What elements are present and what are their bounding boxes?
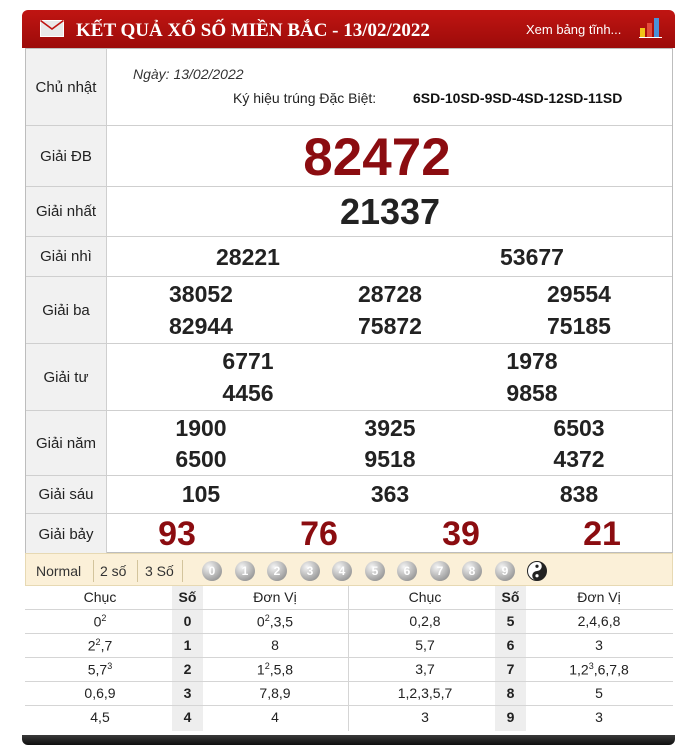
- prize-row-7: [26, 514, 672, 554]
- loto-so: 0: [183, 613, 192, 629]
- prize-number: 39: [442, 515, 480, 553]
- results-table: [25, 48, 673, 553]
- divider: [93, 560, 94, 582]
- loto-chuc: 0,6,9: [84, 685, 116, 701]
- loto-donvi: 3: [595, 637, 603, 653]
- prize-number: 105: [181, 481, 221, 507]
- prize-number: 6503: [553, 415, 605, 441]
- prize-number: 1900: [175, 415, 227, 441]
- page-title: KẾT QUẢ XỔ SỐ MIỀN BẮC - 13/02/2022: [76, 20, 430, 41]
- prize-number: 28728: [358, 281, 422, 307]
- col-header-so: Số: [501, 589, 520, 605]
- prize-number: 4372: [553, 446, 605, 472]
- prize-number: 82944: [169, 313, 233, 339]
- mode-normal-button[interactable]: Normal: [36, 563, 82, 579]
- prize-number: 75185: [547, 313, 611, 339]
- prize-number: 838: [559, 481, 599, 507]
- prize-label: Giải ba: [26, 277, 107, 343]
- col-header-chuc: Chục: [83, 589, 117, 605]
- digit-ball-2[interactable]: 2: [267, 561, 287, 581]
- prize-number-special: 82472: [303, 128, 451, 187]
- prize-label: Giải nhất: [26, 187, 107, 236]
- divider: [348, 586, 349, 731]
- loto-donvi: 5: [595, 685, 603, 701]
- loto-chuc: $2^2,7$: [87, 637, 113, 654]
- digit-ball-3[interactable]: 3: [300, 561, 320, 581]
- loto-donvi: $0^2,3,5$: [256, 613, 294, 630]
- loto-donvi: 3: [595, 709, 603, 725]
- loto-so: 4: [183, 709, 192, 725]
- envelope-icon: [40, 20, 64, 37]
- loto-chuc: 0,2,8: [409, 613, 441, 629]
- prize-number: 9858: [506, 380, 558, 406]
- prize-row-4: [26, 344, 672, 411]
- loto-chuc: 1,2,3,5,7: [397, 685, 453, 701]
- prize-number: 21337: [339, 191, 441, 232]
- digit-ball-1[interactable]: 1: [235, 561, 255, 581]
- loto-so: 9: [506, 709, 515, 725]
- prize-number: 76: [300, 515, 338, 553]
- prize-label: Giải năm: [26, 411, 107, 475]
- divider: [25, 705, 673, 706]
- divider: [25, 633, 673, 634]
- prize-number: 29554: [547, 281, 611, 307]
- prize-row-db: [26, 126, 672, 187]
- prize-row-2: [26, 237, 672, 277]
- prize-label: Giải nhì: [26, 237, 107, 276]
- col-header-donvi: Đơn Vị: [577, 589, 621, 605]
- prize-number: 4456: [222, 380, 274, 406]
- digit-ball-8[interactable]: 8: [462, 561, 482, 581]
- special-code: 6SD-10SD-9SD-4SD-12SD-11SD: [413, 90, 623, 106]
- divider: [25, 681, 673, 682]
- day-label: Chủ nhật: [26, 49, 107, 125]
- prize-number: 6500: [175, 446, 227, 472]
- prize-label: Giải ĐB: [26, 126, 107, 186]
- prize-row-6: [26, 476, 672, 514]
- loto-so: 8: [506, 685, 515, 701]
- meta-row: [26, 49, 672, 126]
- prize-number: 21: [583, 515, 621, 553]
- mode-2so-button[interactable]: 2 số: [100, 563, 127, 579]
- digit-ball-9[interactable]: 9: [495, 561, 515, 581]
- loto-chuc: 5,7: [415, 637, 435, 653]
- loto-donvi: 7,8,9: [259, 685, 291, 701]
- prize-number: 28221: [216, 244, 280, 270]
- digit-ball-6[interactable]: 6: [397, 561, 417, 581]
- prize-number: 53677: [500, 244, 564, 270]
- filter-bar: [25, 553, 673, 586]
- loto-so: 7: [506, 661, 515, 677]
- yin-yang-icon[interactable]: [527, 561, 547, 581]
- loto-chuc: $5,7^3$: [87, 661, 113, 678]
- header-bar: [22, 10, 675, 48]
- loto-so: 1: [183, 637, 192, 653]
- footer-bar: [22, 735, 675, 745]
- loto-chuc: 3: [421, 709, 429, 725]
- prize-row-3: [26, 277, 672, 344]
- loto-chuc: 4,5: [90, 709, 110, 725]
- prize-row-5: [26, 411, 672, 476]
- prize-number: 3925: [364, 415, 416, 441]
- loto-donvi: 4: [271, 709, 279, 725]
- prize-number: 363: [370, 481, 410, 507]
- prize-label: Giải sáu: [26, 476, 107, 513]
- static-table-link[interactable]: Xem bảng tĩnh...: [526, 22, 622, 37]
- prize-label: Giải bảy: [26, 514, 107, 554]
- prize-row-1: [26, 187, 672, 237]
- loto-so: 2: [183, 661, 192, 677]
- loto-table: [25, 586, 673, 731]
- col-header-chuc: Chục: [408, 589, 442, 605]
- mode-3so-button[interactable]: 3 Số: [145, 563, 174, 579]
- loto-chuc: $0^2$: [93, 613, 107, 630]
- bar-chart-icon[interactable]: [638, 16, 664, 38]
- draw-date: Ngày: 13/02/2022: [133, 66, 244, 82]
- prize-number: 75872: [358, 313, 422, 339]
- divider: [25, 609, 673, 610]
- prize-number: 6771: [222, 348, 274, 374]
- digit-ball-5[interactable]: 5: [365, 561, 385, 581]
- prize-label: Giải tư: [26, 344, 107, 410]
- prize-number: 93: [158, 515, 196, 553]
- prize-number: 1978: [506, 348, 558, 374]
- col-header-donvi: Đơn Vị: [253, 589, 297, 605]
- prize-number: 38052: [169, 281, 233, 307]
- divider: [25, 657, 673, 658]
- loto-so: 5: [506, 613, 515, 629]
- special-code-label: Ký hiệu trúng Đặc Biệt:: [233, 90, 377, 106]
- loto-donvi: 8: [271, 637, 279, 653]
- digit-ball-7[interactable]: 7: [430, 561, 450, 581]
- loto-donvi: 2,4,6,8: [577, 613, 621, 629]
- loto-donvi: $1,2^3,6,7,8$: [569, 661, 629, 678]
- loto-donvi: $1^2,5,8$: [256, 661, 294, 678]
- divider: [137, 560, 138, 582]
- digit-ball-4[interactable]: 4: [332, 561, 352, 581]
- prize-number: 9518: [364, 446, 416, 472]
- col-header-so: Số: [178, 589, 197, 605]
- divider: [182, 560, 183, 582]
- loto-so: 6: [506, 637, 515, 653]
- loto-chuc: 3,7: [415, 661, 435, 677]
- loto-so: 3: [183, 685, 192, 701]
- results-widget: [22, 10, 675, 745]
- digit-ball-0[interactable]: 0: [202, 561, 222, 581]
